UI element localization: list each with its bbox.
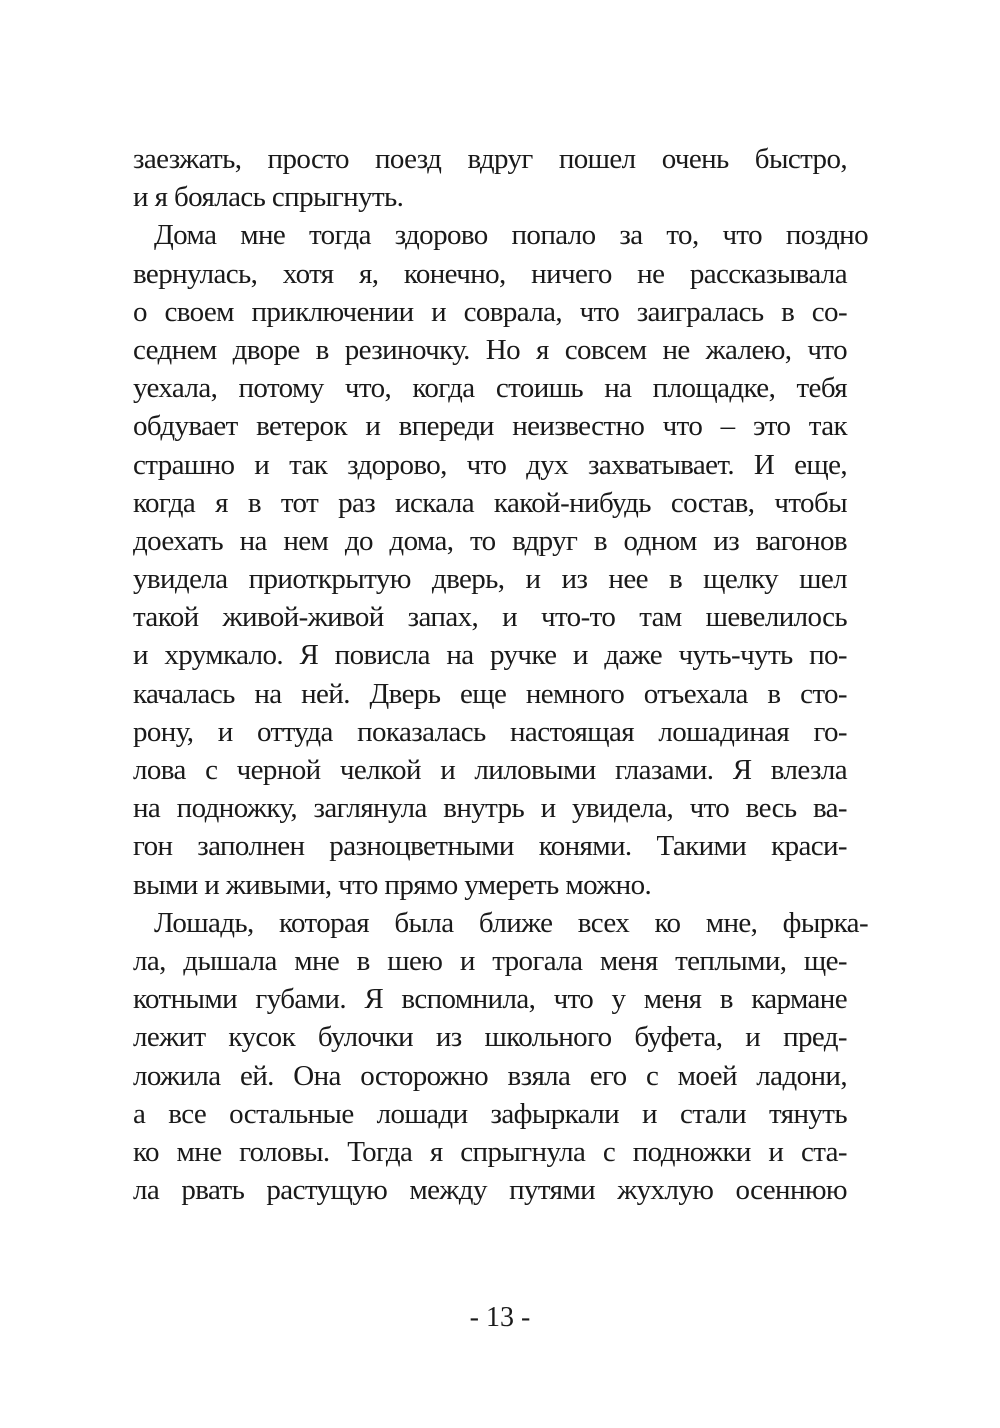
- text-line: ко мне головы. Тогда я спрыгнула с подножки и ста-: [133, 1135, 847, 1168]
- text-line: о своем приключении и соврала, что заигралась в со-: [133, 295, 847, 328]
- body-text: [133, 140, 868, 1209]
- text-line: седнем дворе в резиночку. Но я совсем не жалею, что: [133, 333, 847, 366]
- text-line: доехать на нем до дома, то вдруг в одном из вагонов: [133, 524, 847, 557]
- text-line: такой живой-живой запах, и что-то там шевелилось: [133, 601, 847, 634]
- page-number: - 13 -: [469, 1302, 531, 1333]
- text-line: и я боялась спрыгнуть.: [133, 181, 404, 214]
- text-line: Дома мне тогда здорово попало за то, что поздно: [154, 219, 868, 252]
- text-line: обдувает ветерок и впереди неизвестно что – это так: [133, 410, 847, 443]
- text-line: лова с черной челкой и лиловыми глазами. Я влезла: [133, 754, 847, 786]
- text-line: ла рвать растущую между путями жухлую осеннюю: [133, 1174, 847, 1207]
- text-line: ла, дышала мне в шею и трогала меня теплыми, ще-: [133, 944, 847, 977]
- text-line: увидела приоткрытую дверь, и из нее в щелку шел: [133, 563, 847, 596]
- text-line: ложила ей. Она осторожно взяла его с моей ладони,: [133, 1059, 847, 1092]
- text-line: когда я в тот раз искала какой-нибудь состав, чтобы: [133, 486, 847, 519]
- text-line: выми и живыми, что прямо умереть можно.: [133, 868, 652, 901]
- text-line: страшно и так здорово, что дух захватывает. И еще,: [133, 448, 847, 481]
- text-line: рону, и оттуда показалась настоящая лошадиная го-: [133, 715, 847, 748]
- text-line: Лошадь, которая была ближе всех ко мне, фырка-: [154, 906, 868, 939]
- text-line: гон заполнен разноцветными конями. Такими краси-: [133, 830, 847, 863]
- text-line: лежит кусок булочки из школьного буфета, и пред-: [133, 1021, 847, 1054]
- text-line: на подножку, заглянула внутрь и увидела, что весь ва-: [133, 792, 847, 825]
- text-line: уехала, потому что, когда стоишь на площадке, тебя: [133, 372, 847, 405]
- text-line: и хрумкало. Я повисла на ручке и даже чуть-чуть по-: [133, 639, 847, 672]
- text-line: вернулась, хотя я, конечно, ничего не рассказывала: [133, 257, 847, 290]
- text-line: заезжать, просто поезд вдруг пошел очень быстро,: [133, 143, 847, 175]
- text-line: а все остальные лошади зафыркали и стали тянуть: [133, 1097, 847, 1130]
- text-line: качалась на ней. Дверь еще немного отъехала в сто-: [133, 677, 847, 710]
- text-line: котными губами. Я вспомнила, что у меня в кармане: [133, 983, 847, 1016]
